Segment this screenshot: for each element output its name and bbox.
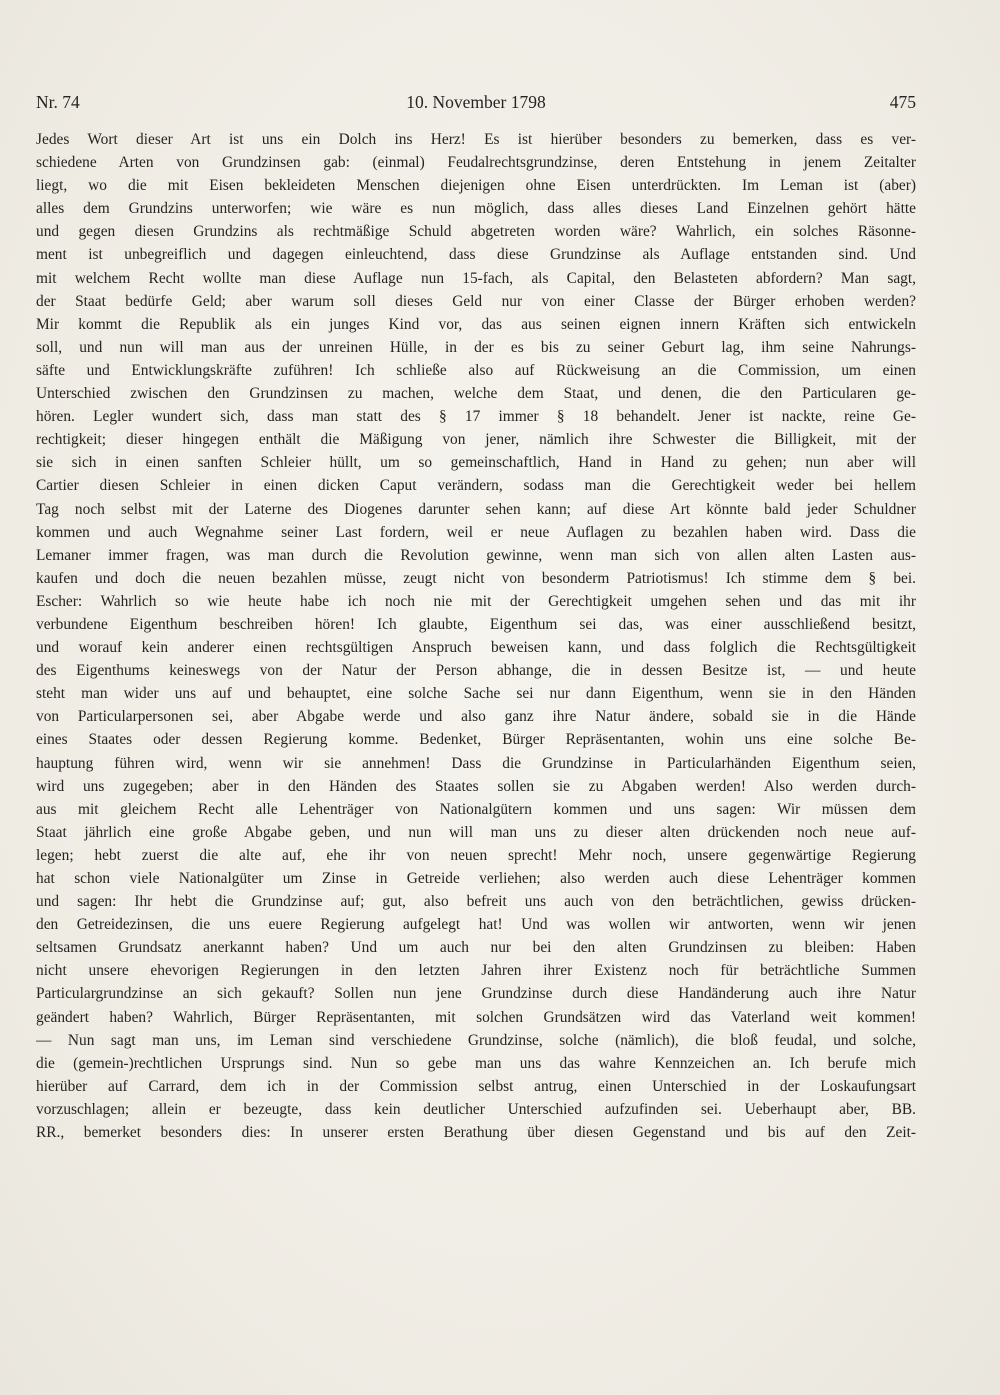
text-line: soll, und nun will man aus der unreinen Hülle, in der es bis zu seiner Geburt lag, ihm seine Nahrungs- [36, 338, 916, 356]
page-number: 475 [889, 92, 916, 112]
text-line: nicht unsere ehevorigen Regierungen in den letzten Jahren ihrer Existenz noch für beträchtliche Summen [36, 962, 916, 980]
text-line: und worauf kein anderer einen rechtsgültigen Anspruch beweisen kann, und dass folglich die Rechtsgültigkeit [36, 639, 916, 657]
text-line: sie sich in einen sanften Schleier hüllt, um so gemeinschaftlich, Hand in Hand zu gehen; nun aber will [36, 454, 916, 472]
text-line: Staat jährlich eine große Abgabe geben, und nun will man uns zu dieser alten drückenden noch neue auf- [36, 823, 916, 841]
issue-number: Nr. 74 [36, 92, 80, 112]
text-line: Unterschied zwischen den Grundzinsen zu machen, welche dem Staat, und denen, die den Particularen ge- [36, 385, 916, 403]
text-line: vorzuschlagen; allein er bezeugte, dass kein deutlicher Unterschied aufzufinden sei. Ueberhaupt aber, BB. [36, 1100, 916, 1118]
text-line: rechtigkeit; dieser hingegen enthält die Mäßigung von jener, nämlich ihre Schwester die Billigkeit, mit der [36, 431, 916, 449]
text-line: der Staat bedürfe Geld; aber warum soll dieses Geld nur von einer Classe der Bürger erhoben werden? [36, 292, 916, 310]
page-header [36, 90, 916, 114]
text-line: des Eigenthums keineswegs von der Natur der Person abhange, die in dessen Besitze ist, — und heute [36, 662, 916, 680]
text-line: den Getreidezinsen, die uns euere Regierung aufgelegt hat! Und was wollen wir antworten, wenn wir jenen [36, 916, 916, 934]
body-text [36, 128, 916, 1144]
text-line: seltsamen Grundsatz anerkannt haben? Und um auch nur bei den alten Grundzinsen zu bleiben: Haben [36, 939, 916, 957]
text-line: eines Staates oder dessen Regierung komme. Bedenket, Bürger Repräsentanten, wohin uns eine solche Be- [36, 731, 916, 749]
text-line: geändert haben? Wahrlich, Bürger Repräsentanten, mit solchen Grundsätzen wird das Vaterland weit kommen! [36, 1008, 916, 1026]
text-line: die (gemein-)rechtlichen Ursprungs sind. Nun so gebe man uns das wahre Kennzeichen an. Ich berufe mich [36, 1054, 916, 1072]
text-line: säfte und Entwicklungskräfte zuführen! Ich schließe also auf Rückweisung an die Commission, um einen [36, 361, 916, 379]
text-line: hierüber auf Carrard, dem ich in der Commission selbst antrug, einen Unterschied in der Loskaufungsart [36, 1077, 916, 1095]
text-line: legen; hebt zuerst die alte auf, ehe ihr von neuen sprecht! Mehr noch, unsere gegenwärtige Regierung [36, 846, 916, 864]
text-line: schiedene Arten von Grundzinsen gab: (einmal) Feudalrechtsgrundzinse, deren Entstehung in jenem Zeitalter [36, 154, 916, 172]
text-line: Mir kommt die Republik als ein junges Kind vor, das aus seinen eignen innern Kräften sich entwickeln [36, 315, 916, 333]
text-line: liegt, wo die mit Eisen bekleideten Menschen diejenigen ohne Eisen unterdrückten. Im Leman ist (aber) [36, 177, 916, 195]
text-line: — Nun sagt man uns, im Leman sind verschiedene Grundzinse, solche (nämlich), die bloß feudal, und solche, [36, 1031, 916, 1049]
text-line: und gegen diesen Grundzins als rechtmäßige Schuld abgetreten worden wäre? Wahrlich, ein solches Räsonne- [36, 223, 916, 241]
text-line: Lemaner immer fragen, was man durch die Revolution gewinne, wenn man sich von allen alten Lasten aus- [36, 546, 916, 564]
text-line: hören. Legler wundert sich, dass man statt des § 17 immer § 18 behandelt. Jener ist nackte, reine Ge- [36, 408, 916, 426]
text-line: kommen und auch Wegnahme seiner Last fordern, weil er neue Auflagen zu bezahlen haben wird. Dass die [36, 523, 916, 541]
text-line: kaufen und doch die neuen bezahlen müsse, zeugt nicht von besonderm Patriotismus! Ich stimme dem § bei. [36, 569, 916, 587]
text-line: mit welchem Recht wollte man diese Auflage nun 15-fach, als Capital, den Belasteten abfordern? Man sagt, [36, 269, 916, 287]
text-line: ment ist unbegreiflich und dagegen einleuchtend, dass diese Grundzinse als Auflage entstanden sind. Und [36, 246, 916, 264]
text-line: von Particularpersonen sei, aber Abgabe werde und also ganz ihre Natur ändere, sobald sie in die Hände [36, 708, 916, 726]
text-line: alles dem Grundzins unterworfen; wie wäre es nun möglich, dass alles dieses Land Einzelnen gehört hätte [36, 200, 916, 218]
text-line: verbundene Eigenthum beschreiben hören! Ich glaubte, Eigenthum sei das, was einer ausschließend besitzt, [36, 615, 916, 633]
text-line: Tag noch selbst mit der Laterne des Diogenes darunter sehen kann; auf diese Art könnte bald jeder Schuldner [36, 500, 916, 518]
header-date: 10. November 1798 [406, 92, 546, 112]
text-line: steht man wider uns auf und behauptet, eine solche Sache sei nur dann Eigenthum, wenn sie in den Händen [36, 685, 916, 703]
text-line: wird uns zugegeben; aber in den Händen des Staates sollen sie zu Abgaben werden! Also werden durch- [36, 777, 916, 795]
text-line: hat schon viele Nationalgüter um Zinse in Getreide verliehen; also werden auch diese Lehenträger kommen [36, 870, 916, 887]
text-line: Escher: Wahrlich so wie heute habe ich noch nie mit der Gerechtigkeit umgehen sehen und das mit ihr [36, 592, 916, 610]
text-line: RR., bemerket besonders dies: In unserer ersten Berathung über diesen Gegenstand und bis auf den Zeit- [36, 1124, 916, 1142]
text-line: hauptung führen wird, wenn wir sie annehmen! Dass die Grundzinse in Particularhänden Eigenthum seien, [36, 754, 916, 772]
text-line: aus mit gleichem Recht alle Lehenträger von Nationalgütern kommen und uns sagen: Wir müssen dem [36, 800, 916, 818]
text-line: Jedes Wort dieser Art ist uns ein Dolch ins Herz! Es ist hierüber besonders zu bemerken, dass es ver- [36, 131, 916, 148]
text-line: Particulargrundzinse an sich gekauft? Sollen nun jene Grundzinse durch diese Handänderung auch ihre Natur [36, 985, 916, 1003]
text-line: Cartier diesen Schleier in einen dicken Caput verändern, sodass man die Gerechtigkeit weder bei hellem [36, 477, 916, 495]
text-line: und sagen: Ihr hebt die Grundzinse auf; gut, also befreit uns auch von den beträchtlichen, gewiss drücken- [36, 893, 916, 911]
